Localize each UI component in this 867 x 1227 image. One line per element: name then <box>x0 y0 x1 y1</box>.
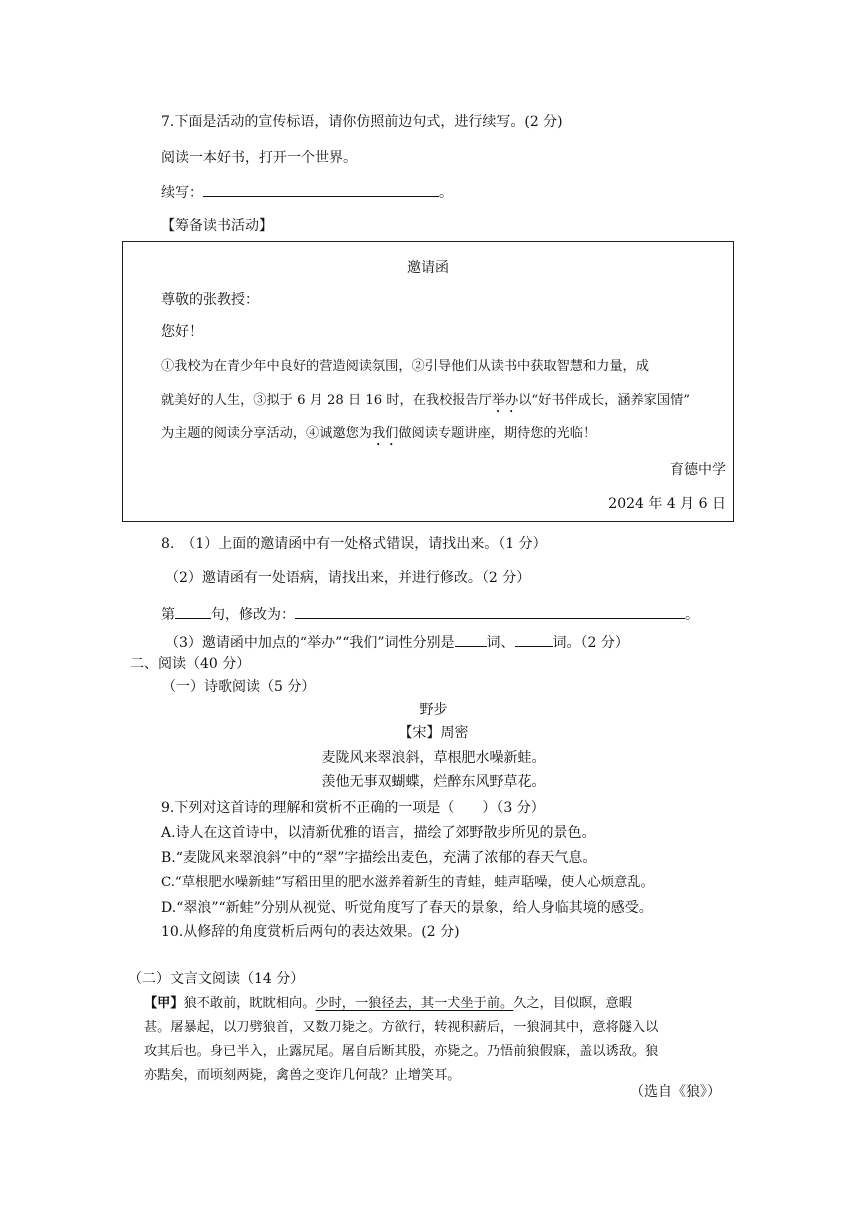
poem-author: 【宋】周密 <box>398 725 469 741</box>
section-prep-heading: 【筹备读书活动】 <box>161 218 273 234</box>
q8-part2-answer <box>161 604 699 625</box>
dotted-word-women: 我们 <box>372 426 399 441</box>
letter-title: 邀请函 <box>407 260 449 276</box>
q8-part2: （2）邀请函有一处语病，请找出来，并进行修改。（2 分） <box>165 570 531 586</box>
q8-part1: 8. （1）上面的邀请函中有一处格式错误，请找出来。（1 分） <box>161 536 547 552</box>
q7-continue-line <box>161 182 453 203</box>
poem-line-1: 麦陇风来翠浪斜，草根肥水噪新蛙。 <box>321 750 546 766</box>
letter-body-line2-end: 以“好书伴成长，涵养家国情” <box>518 393 690 408</box>
q9-option-a[interactable]: A.诗人在这首诗中，以清新优雅的语言，描绘了郊野散步所见的景色。 <box>161 825 596 841</box>
q8-sentence-number-blank[interactable] <box>175 604 211 619</box>
poem-title: 野步 <box>419 702 448 718</box>
q8-part2-end: 。 <box>685 607 699 623</box>
section-reading-heading: 二、阅读（40 分） <box>130 656 251 672</box>
q9-option-d[interactable]: D.“翠浪”“新蛙”分别从视觉、听觉角度写了春天的景象，给人身临其境的感受。 <box>161 900 653 916</box>
invitation-letter-box <box>122 241 734 522</box>
q8-part3 <box>165 632 629 653</box>
letter-salutation: 尊敬的张教授： <box>161 292 259 308</box>
dotted-word-juban: 举办 <box>491 393 519 408</box>
q8-part2-label: 句，修改为： <box>211 607 295 623</box>
passage-tag: 【甲】 <box>144 996 184 1011</box>
q8-pos-blank-2[interactable] <box>515 632 553 647</box>
poem-line-2: 羡他无事双蝴蝶，烂醉东风野草花。 <box>321 774 546 790</box>
q8-part2-prefix: 第 <box>161 607 175 623</box>
q8-pos-blank-1[interactable] <box>455 632 487 647</box>
letter-body-line3-start: 为主题的阅读分享活动，④诚邀您为 <box>161 426 372 441</box>
q8-part3-end: 词。（2 分） <box>552 635 629 651</box>
q9-option-c[interactable]: C.“草根肥水噪新蛙”写稻田里的肥水滋养着新生的青蛙，蛙声聒噪，使人心烦意乱。 <box>161 875 654 890</box>
q8-revision-blank[interactable] <box>295 604 685 619</box>
q8-part3-mid: 词、 <box>486 635 515 651</box>
letter-greeting: 您好！ <box>161 324 203 340</box>
q7-answer-blank[interactable] <box>203 182 439 197</box>
passage-source: （选自《狼》） <box>630 1084 721 1100</box>
q8-part3-prefix: （3）邀请函中加点的“举办”“我们”词性分别是 <box>165 635 455 651</box>
q9-option-b[interactable]: B.“麦陇风来翠浪斜”中的“翠”字描绘出麦色，充满了浓郁的春天气息。 <box>161 850 597 866</box>
q10-prompt: 10.从修辞的角度赏析后两句的表达效果。(2 分) <box>161 924 460 940</box>
letter-body-line1: ①我校为在青少年中良好的营造阅读氛围，②引导他们从读书中获取智慧和力量，成 <box>161 359 649 374</box>
poetry-subsection-heading: （一）诗歌阅读（5 分） <box>162 679 316 695</box>
passage-line1 <box>144 994 632 1014</box>
passage-line2: 甚。屠暴起，以刀劈狼首，又数刀毙之。方欲行，转视积薪后，一狼洞其中，意将隧入以 <box>144 1020 659 1035</box>
classical-subsection-heading: （二）文言文阅读（14 分） <box>128 971 305 987</box>
passage-line1-start: 狼不敢前，眈眈相向。 <box>183 996 316 1011</box>
q7-continue-label: 续写： <box>161 185 203 201</box>
letter-body-line3-end: 做阅读专题讲座，期待您的光临！ <box>398 426 597 441</box>
q7-continue-end: 。 <box>439 185 453 201</box>
passage-line3: 攻其后也。身已半入，止露尻尾。屠自后断其股，亦毙之。乃悟前狼假寐，盖以诱敌。狼 <box>144 1044 659 1059</box>
passage-line1-end: 久之，目似瞑，意暇 <box>513 996 632 1011</box>
q7-example: 阅读一本好书，打开一个世界。 <box>161 150 357 166</box>
q9-stem: 9.下列对这首诗的理解和赏析不正确的一项是（ ）（3 分） <box>161 800 545 816</box>
q7-prompt: 7.下面是活动的宣传标语，请你仿照前边句式，进行续写。(2 分) <box>161 114 563 130</box>
passage-line4: 亦黠矣，而顷刻两毙，禽兽之变诈几何哉？止增笑耳。 <box>144 1068 461 1083</box>
letter-date: 2024 年 4 月 6 日 <box>608 496 726 512</box>
letter-sender: 育德中学 <box>670 462 726 478</box>
letter-body-line2 <box>161 391 690 416</box>
letter-body-line2-start: 就美好的人生，③拟于 6 月 28 日 16 时，在我校报告厅 <box>161 393 492 408</box>
letter-body-line3 <box>161 424 596 449</box>
passage-underlined-sentence: 少时，一狼径去，其一犬坐于前。 <box>315 996 514 1011</box>
